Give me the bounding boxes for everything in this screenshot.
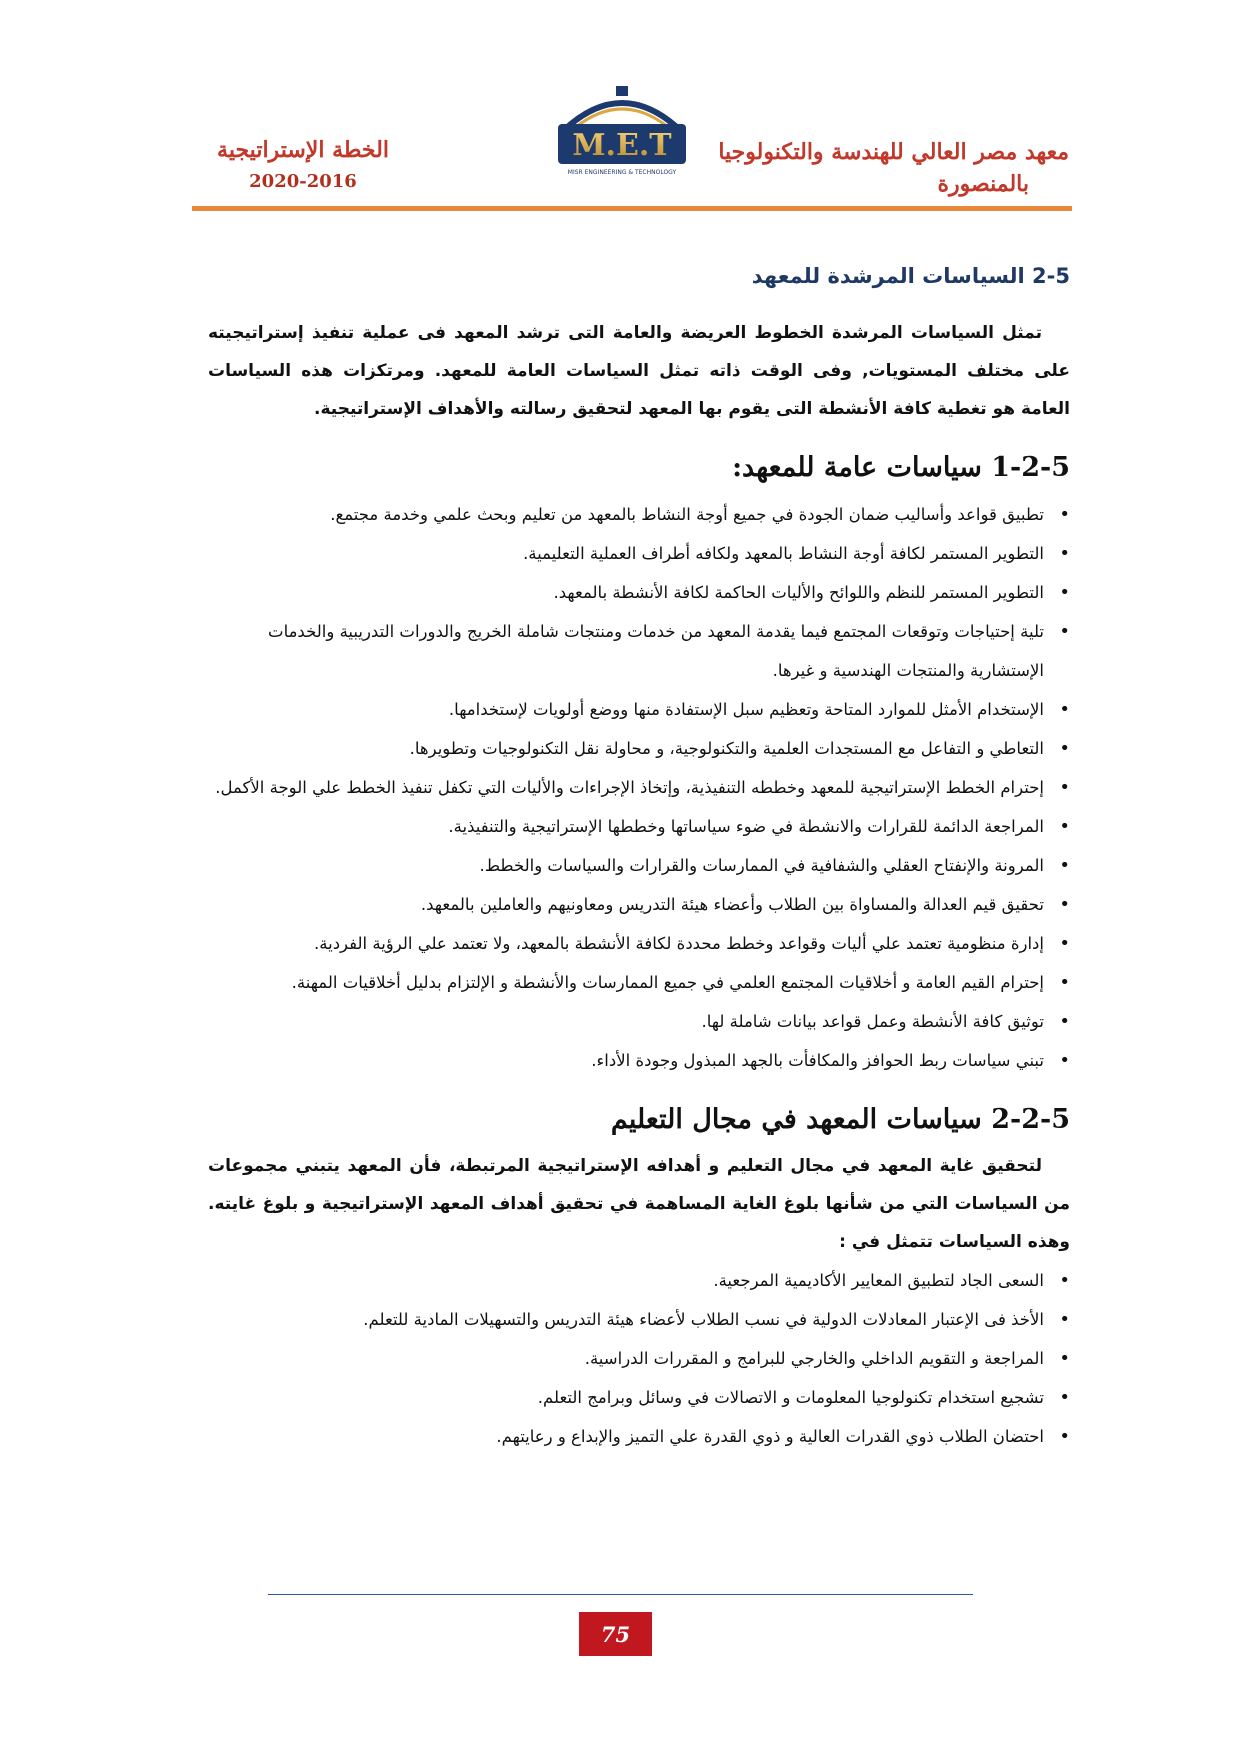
logo-subtext: MISR ENGINEERING & TECHNOLOGY (567, 169, 677, 176)
page-content (208, 258, 1070, 1456)
list-item: • إحترام القيم العامة و أخلاقيات المجتمع العلمي في جميع الممارسات والأنشطة و الإلتزام بدليل أخلاقيات المهنة. (208, 963, 1044, 1002)
plan-years: 2020-2016 (249, 171, 357, 192)
page-number: 75 (600, 1621, 631, 1647)
list-item: • المراجعة الدائمة للقرارات والانشطة في ضوء سياساتها وخططها الإستراتيجية والتنفيذية. (208, 807, 1044, 846)
list-item: • التعاطي و التفاعل مع المستجدات العلمية والتكنولوجية، و محاولة نقل التكنولوجيات وتطويرها. (208, 729, 1044, 768)
list-item: • الإستخدام الأمثل للموارد المتاحة وتعظيم سبل الإستفادة منها ووضع أولويات لإستخدامها. (208, 690, 1044, 729)
list-item: • احتضان الطلاب ذوي القدرات العالية و ذوي القدرة علي التميز والإبداع و رعايتهم. (208, 1417, 1044, 1456)
list-item: • تحقيق قيم العدالة والمساواة بين الطلاب وأعضاء هيئة التدريس ومعاونيهم والعاملين بالمعهد. (208, 885, 1044, 924)
list-item: • توثيق كافة الأنشطة وعمل قواعد بيانات شاملة لها. (208, 1002, 1044, 1041)
subsection-1-list (208, 495, 1070, 1080)
list-item: • تلية إحتياجات وتوقعات المجتمع فيما يقدمة المعهد من خدمات ومنتجات شاملة الخريج والدورات التدريبية والخدمات الإستشارية والمنتجات الهندسية و غيرها. (208, 612, 1044, 690)
list-item: • السعى الجاد لتطبيق المعايير الأكاديمية المرجعية. (208, 1261, 1044, 1300)
institute-name-line1: معهد مصر العالي للهندسة والتكنولوجيا (718, 139, 1069, 165)
institute-name-line2: بالمنصورة (937, 171, 1029, 197)
list-item: • تطبيق قواعد وأساليب ضمان الجودة في جميع أوجة النشاط بالمعهد من تعليم وبحث علمي وخدمة مجتمع. (208, 495, 1044, 534)
subsection-1-heading: 1-2-5 سياسات عامة للمعهد: (732, 452, 1070, 483)
list-item: • الأخذ فى الإعتبار المعادلات الدولية في نسب الطلاب لأعضاء هيئة التدريس والتسهيلات المادية للتعلم. (208, 1300, 1044, 1339)
list-item: • التطوير المستمر للنظم واللوائح والأليات الحاكمة لكافة الأنشطة بالمعهد. (208, 573, 1044, 612)
page-number-box (579, 1612, 652, 1656)
met-logo (548, 80, 696, 180)
section-intro: تمثل السياسات المرشدة الخطوط العريضة والعامة التى ترشد المعهد فى عملية تنفيذ إستراتيجيته على مختلف المستويات, وفى الوقت ذاته تمثل السياسات العامة للمعهد. ومرتكزات هذه السياسات العامة هو تغطية كافة الأنشطة التى يقوم بها المعهد لتحقيق رسالته والأهداف الإستراتيجية. (208, 323, 1070, 419)
list-item: • المرونة والإنفتاح العقلي والشفافية في الممارسات والقرارات والسياسات والخطط. (208, 846, 1044, 885)
list-item: • التطوير المستمر لكافة أوجة النشاط بالمعهد ولكافه أطراف العملية التعليمية. (208, 534, 1044, 573)
page-header (0, 0, 1241, 250)
footer-divider (268, 1594, 973, 1595)
header-divider (192, 206, 1072, 211)
subsection-2-intro: لتحقيق غاية المعهد في مجال التعليم و أهدافه الإستراتيجية المرتبطة، فأن المعهد يتبني مجموعات من السياسات التي من شأنها بلوغ الغاية المساهمة في تحقيق أهداف المعهد الإستراتيجية و بلوغ غايته. وهذه السياسات تتمثل في : (208, 1156, 1070, 1252)
plan-title-block (208, 134, 398, 198)
section-heading: 2-5 السياسات المرشدة للمعهد (751, 264, 1070, 288)
list-item: • تشجيع استخدام تكنولوجيا المعلومات و الاتصالات في وسائل وبرامج التعلم. (208, 1378, 1044, 1417)
subsection-2-heading: 2-2-5 سياسات المعهد في مجال التعليم (610, 1104, 1070, 1135)
plan-title: الخطة الإستراتيجية (217, 137, 389, 163)
list-item: • إدارة منظومية تعتمد علي أليات وقواعد وخطط محددة لكافة الأنشطة بالمعهد، ولا تعتمد علي الرؤية الفردية. (208, 924, 1044, 963)
logo-text: M.E.T (572, 128, 672, 163)
institute-name (709, 136, 1069, 200)
list-item: • إحترام الخطط الإستراتيجية للمعهد وخططه التنفيذية، وإتخاذ الإجراءات والأليات التي تكفل تنفيذ الخطط علي الوجة الأكمل. (208, 768, 1044, 807)
list-item: • تبني سياسات ربط الحوافز والمكافأت بالجهد المبذول وجودة الأداء. (208, 1041, 1044, 1080)
list-item: • المراجعة و التقويم الداخلي والخارجي للبرامج و المقررات الدراسية. (208, 1339, 1044, 1378)
subsection-2-list (208, 1261, 1070, 1456)
